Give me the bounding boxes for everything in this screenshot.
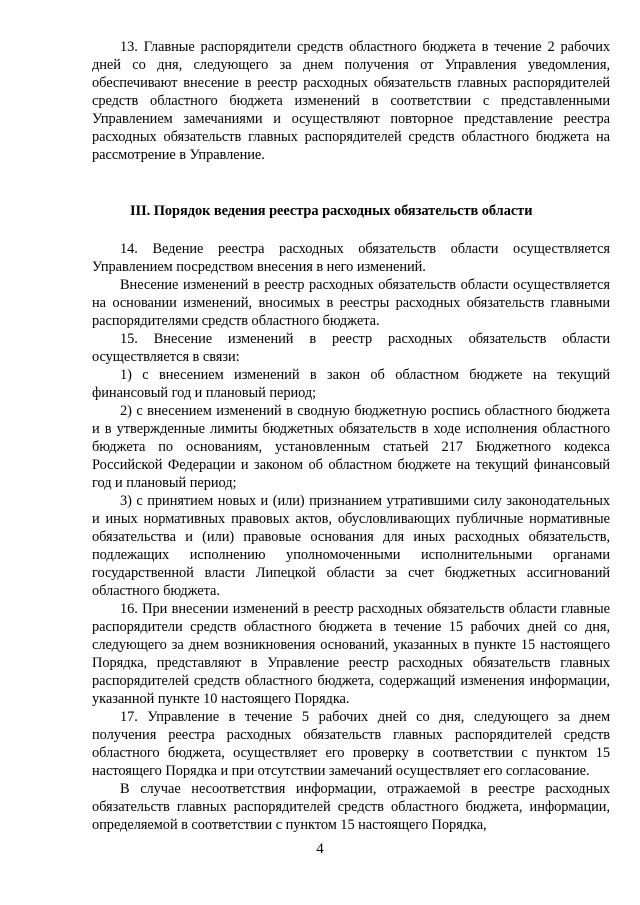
paragraph-13: 13. Главные распорядители средств областного бюджета в течение 2 рабочих дней со дня, следующего за днем получения от Управления уведомления, обеспечивают внесение в реестр расходных обязательств главных распорядителей средств областного бюджета изменений в соответствии с представленными Управлением замечаниями и осуществляют повторное представление реестра расходных обязательств главных распорядителей средств областного бюджета на рассмотрение в Управление. [92,39,610,163]
paragraph-14-continuation: Внесение изменений в реестр расходных обязательств области осуществляется на основании изменений, вносимых в реестры расходных обязательств главными распорядителями средств областного бюджета. [92,277,610,329]
paragraph-17: 17. Управление в течение 5 рабочих дней со дня, следующего за днем получения реестра расходных обязательств главных распорядителей средств областного бюджета, осуществляет его проверку в соответствии с пунктом 15 настоящего Порядка и при отсутствии замечаний осуществляет его согласование. [92,709,610,779]
section-heading: III. Порядок ведения реестра расходных обязательств области [130,203,533,219]
page-number: 4 [316,841,324,857]
paragraph-17-continuation: В случае несоответствия информации, отражаемой в реестре расходных обязательств главных распорядителей средств областного бюджета, информации, определяемой в соответствии с пунктом 15 настоящего Порядка, [92,781,610,833]
paragraph-14: 14. Ведение реестра расходных обязательств области осуществляется Управлением посредством внесения в него изменений. [92,241,610,275]
paragraph-15: 15. Внесение изменений в реестр расходных обязательств области осуществляется в связи: [92,331,610,365]
list-item-15-1: 1) с внесением изменений в закон об областном бюджете на текущий финансовый год и плановый период; [92,367,610,401]
list-item-15-2: 2) с внесением изменений в сводную бюджетную роспись областного бюджета и в утвержденные лимиты бюджетных обязательств в ходе исполнения областного бюджета по основаниям, установленным статьей 217 Бюджетного кодекса Российской Федерации и законом об областном бюджете на текущий финансовый год и плановый период; [92,403,610,491]
document-page [92,38,610,834]
paragraph-16: 16. При внесении изменений в реестр расходных обязательств области главные распорядители средств областного бюджета в течение 15 рабочих дней со дня, следующего за днем возникновения оснований, указанных в пункте 15 настоящего Порядка, представляют в Управление реестр расходных обязательств главных распорядителей средств областного бюджета, содержащий изменения информации, указанной пункте 10 настоящего Порядка. [92,601,610,707]
list-item-15-3: 3) с принятием новых и (или) признанием утратившими силу законодательных и иных нормативных правовых актов, обусловливающих публичные нормативные обязательства и (или) правовые основания для иных расходных обязательств, подлежащих исполнению уполномоченными исполнительными органами государственной власти Липецкой области за счет бюджетных ассигнований областного бюджета. [92,493,610,599]
